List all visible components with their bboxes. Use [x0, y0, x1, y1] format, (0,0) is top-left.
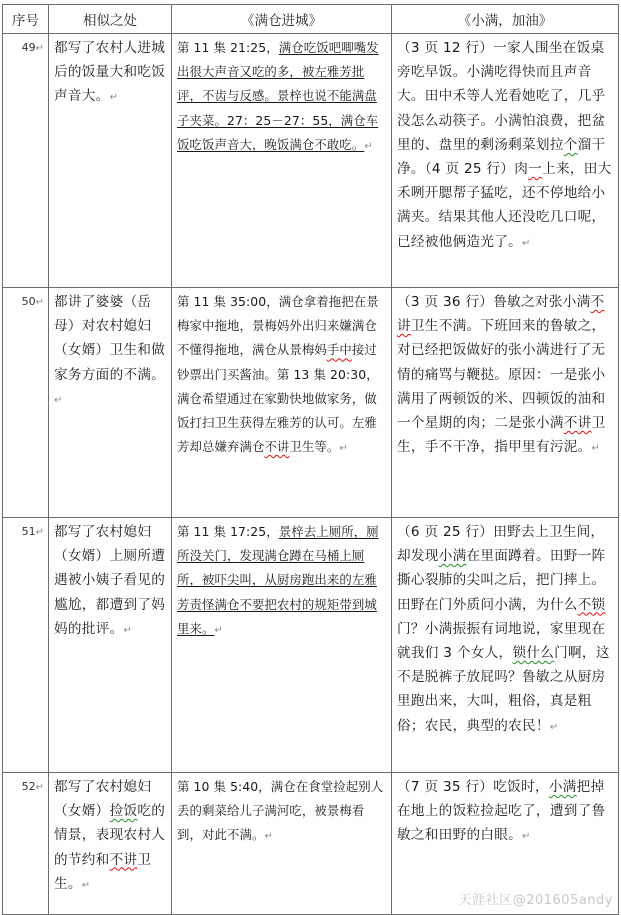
mancang-cell — [172, 34, 392, 288]
row-number — [3, 288, 49, 518]
row-number — [3, 34, 49, 288]
mancang-text: 接过钞票出门买酱油。第 13 集 20:30，满仓希望通过在家勤快地做家务，做饭打扫卫生获得左雅芳的认可。左雅芳却总嫌弃满仓 — [177, 342, 379, 455]
xiaoman-cell — [392, 288, 619, 518]
paragraph-mark: ↵ — [35, 782, 44, 793]
paragraph-mark: ↵ — [591, 443, 601, 455]
similarity-cell — [49, 773, 172, 915]
xiaoman-text: 不锁 — [577, 596, 606, 613]
header-row — [3, 5, 619, 34]
header-similarity: 相似之处 — [49, 5, 172, 34]
row-number-text: 49 — [21, 41, 36, 54]
paragraph-mark: ↵ — [35, 297, 44, 308]
header-number: 序号 — [3, 5, 49, 34]
watermark: 天涯社区@201605andy — [458, 893, 613, 908]
xiaoman-text: 一 — [528, 161, 543, 178]
similarity-text: 卫生。 — [54, 851, 152, 892]
xiaoman-text: 上来，田大禾咧开腮帮子猛吃，还不停地给小满夹。结果其他人还没吃几口呢，已经被他俩造光了。 — [397, 161, 612, 250]
paragraph-mark: ↵ — [214, 624, 223, 636]
paragraph-mark: ↵ — [522, 831, 531, 843]
similarity-text: 都讲了婆婆（岳母）对农村媳妇（女婿）卫生和做家务方面的不满。 — [54, 294, 166, 383]
similarity-text: 都写了农村媳妇（女婿） — [54, 779, 152, 820]
table-row — [3, 288, 619, 518]
mancang-text: 第 11 集 35:00，满仓拿着拖把在景梅家中拖地，景梅妈外出归来嫌满仓不懂得拖地，满仓从景梅妈 — [177, 294, 379, 358]
mancang-text: 第 10 集 5:40，满仓在食堂捡起别人丢的剩菜给儿子满河吃，被景梅看到，对此不满。 — [177, 779, 384, 843]
paragraph-mark: ↵ — [549, 721, 559, 733]
similarity-cell — [49, 288, 172, 518]
paragraph-mark: ↵ — [54, 394, 63, 406]
mancang-text: 手中 — [326, 342, 352, 358]
xiaoman-text: （6 页 25 行）田野去上卫生间，却发现 — [397, 524, 605, 565]
row-number-text: 51 — [21, 525, 36, 538]
table-row — [3, 34, 619, 288]
xiaoman-text: （3 页 36 行）鲁敏之对张小满 — [397, 294, 591, 310]
similarity-text: 捡饭 — [109, 803, 138, 820]
mancang-text: 第 11 集 17:25， — [177, 524, 279, 539]
similarity-cell — [49, 518, 172, 773]
paragraph-mark: ↵ — [264, 831, 273, 843]
xiaoman-text: 把掉在地上的饭粒捡起吃了，遭到了鲁敏之和田野的白眼。 — [397, 779, 606, 844]
row-number — [3, 773, 49, 915]
paragraph-mark: ↵ — [339, 443, 348, 455]
comparison-table — [2, 4, 619, 915]
mancang-cell — [172, 288, 392, 518]
xiaoman-cell — [392, 34, 619, 288]
similarity-text: 吃的情景，表现农村人的节约和 — [54, 803, 166, 868]
xiaoman-text: 卫生，手不干净，指甲里有污泥。 — [397, 415, 606, 456]
header-xiaoman: 《小满，加油》 — [392, 5, 619, 34]
mancang-text: 第 11 集 21:25， — [177, 40, 279, 55]
paragraph-mark: ↵ — [364, 140, 373, 152]
mancang-text: 满仓吃饭吧唧嘴发出很大声音又吃的多，被左雅芳批评，不齿与反感。景梓也说不能满盘子夹菜。27：25－27：55，满仓车饭吃饭声音大，晚饭满仓不敢吃。 — [177, 40, 379, 152]
xiaoman-text: 锁什么 — [512, 645, 555, 662]
header-mancang: 《满仓进城》 — [172, 5, 392, 34]
xiaoman-text: （7 页 35 行）吃饭时， — [397, 779, 549, 795]
mancang-cell — [172, 518, 392, 773]
xiaoman-text: 门啊，这不是脱裤子放屁吗？鲁敏之从厨房里跑出来，大叫，粗俗，真是粗俗；农民，典型的农民！ — [397, 645, 610, 734]
xiaoman-text: 溜干净。（4 页 25 行）肉 — [397, 136, 606, 178]
paragraph-mark: ↵ — [35, 527, 44, 538]
row-number — [3, 518, 49, 773]
xiaoman-text: 个 — [563, 136, 578, 153]
xiaoman-text: （3 页 12 行）一家人围坐在饭桌旁吃早饭。小满吃得快而且声音大。田中禾等人光看她吃了，几乎没怎么动筷子。小满怕浪费，把盆里的、盘里的剩汤剩菜划拉 — [397, 40, 606, 153]
xiaoman-text: 小满 — [438, 548, 467, 565]
xiaoman-text: 卫生不满。下班回来的鲁敏之，对已经把饭做好的张小满进行了无情的痛骂与鞭挞。原因：一是张小满用了两顿饭的米、四顿饭的油和一个星期的肉；二是张小满 — [397, 318, 606, 432]
row-number-text: 52 — [21, 780, 36, 793]
similarity-cell — [49, 34, 172, 288]
paragraph-mark: ↵ — [109, 92, 119, 104]
xiaoman-text: 在里面蹲着。田野一阵撕心裂肺的尖叫之后，把门摔上。田野在门外质问小满，为什么 — [397, 548, 606, 613]
paragraph-mark: ↵ — [81, 879, 91, 891]
similarity-text: 都写了农村媳妇（女婿）上厕所遭遇被小姨子看见的尴尬，都遭到了妈妈的批评。 — [54, 524, 166, 637]
similarity-text: 都写了农村人进城后的饭量大和吃饭声音大。 — [54, 40, 166, 105]
mancang-cell — [172, 773, 392, 915]
xiaoman-text: 小满 — [548, 779, 577, 795]
xiaoman-text: 不讲 — [397, 294, 605, 335]
paragraph-mark: ↵ — [35, 43, 44, 54]
paragraph-mark: ↵ — [522, 237, 531, 249]
row-number-text: 50 — [21, 295, 36, 308]
mancang-text: 景梓去上厕所，厕所没关门，发现满仓蹲在马桶上厕所，被吓尖叫，从厨房跑出来的左雅芳责怪满仓不要把农村的规矩带到城里来。 — [177, 524, 379, 636]
xiaoman-cell — [392, 518, 619, 773]
mancang-text: 不讲 — [264, 439, 290, 455]
table-row — [3, 518, 619, 773]
mancang-text: 卫生等。 — [289, 439, 340, 455]
xiaoman-text: 不讲 — [563, 415, 592, 432]
paragraph-mark: ↵ — [123, 624, 133, 636]
similarity-text: 不讲 — [109, 851, 138, 868]
xiaoman-text: 门？小满振振有词地说，家里现在就我们 3 个女人， — [397, 620, 606, 662]
